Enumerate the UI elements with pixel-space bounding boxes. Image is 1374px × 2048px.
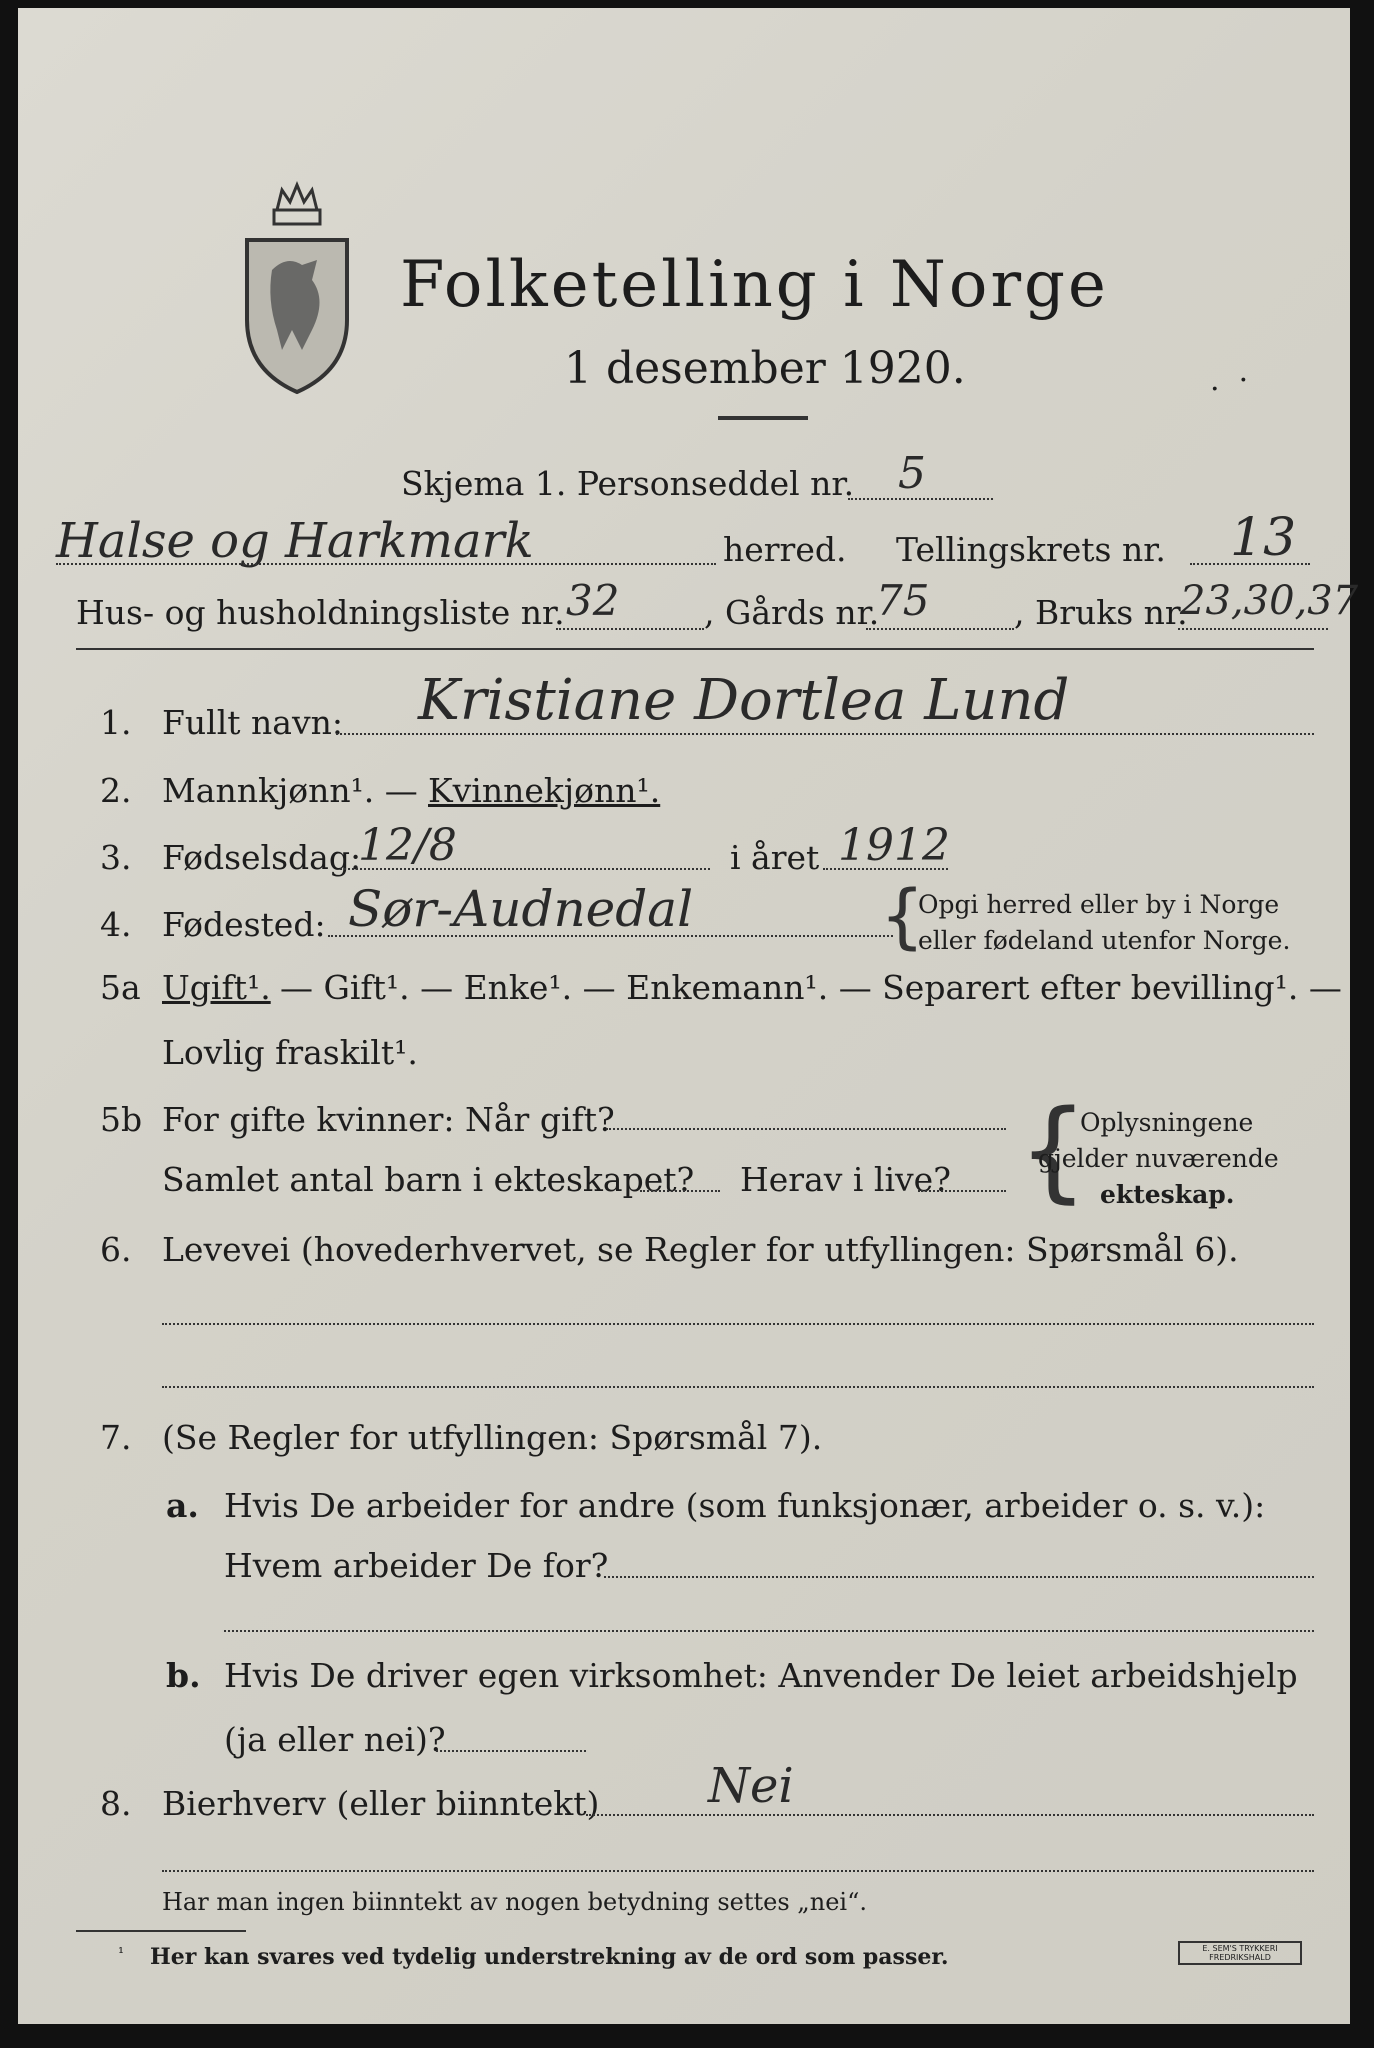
year-label: i året: [730, 838, 820, 877]
personseddel-value[interactable]: 5: [898, 448, 926, 499]
birthplace-label: Fødested:: [162, 905, 326, 944]
q6-number: 6.: [100, 1230, 132, 1269]
gards-label: , Gårds nr.: [704, 593, 880, 632]
q4-number: 4.: [100, 905, 132, 944]
full-name-value[interactable]: Kristiane Dortlea Lund: [418, 668, 1070, 733]
q3-number: 3.: [100, 838, 132, 877]
birthday-value[interactable]: 12/8: [358, 820, 457, 871]
q7b-text: Hvis De driver egen virksomhet: Anvender De leiet arbeidshjelp: [224, 1656, 1298, 1695]
side-income-label: Bierhverv (eller biinntekt): [162, 1784, 600, 1823]
hus-value[interactable]: 32: [566, 576, 620, 625]
occupation-line-1[interactable]: [162, 1323, 1314, 1325]
full-name-label: Fullt navn:: [162, 703, 343, 742]
q7-number: 7.: [100, 1418, 132, 1457]
hired-help-line[interactable]: [436, 1750, 586, 1752]
mannkjonn-option[interactable]: Mannkjønn¹. —: [162, 771, 418, 810]
marriage-note-1: Oplysningene: [1080, 1108, 1254, 1137]
year-value[interactable]: 1912: [838, 820, 950, 871]
bruks-label: , Bruks nr.: [1014, 593, 1188, 632]
ugift-option[interactable]: Ugift¹.: [162, 968, 271, 1007]
marriage-note-2: gjelder nuværende: [1038, 1144, 1279, 1173]
employer-line[interactable]: [604, 1576, 1314, 1578]
q8-number: 8.: [100, 1784, 132, 1823]
fraskilt-option[interactable]: Lovlig fraskilt¹.: [162, 1033, 418, 1072]
coat-of-arms-icon: [232, 180, 362, 400]
hired-help-label: (ja eller nei)?: [224, 1720, 446, 1759]
q1-number: 1.: [100, 703, 132, 742]
occupation-line-2[interactable]: [162, 1386, 1314, 1388]
q7a-text: Hvis De arbeider for andre (som funksjonær, arbeider o. s. v.):: [224, 1486, 1266, 1525]
footnote-text: Her kan svares ved tydelig understrekning av de ord som passer.: [150, 1944, 949, 1970]
married-when-label: For gifte kvinner: Når gift?: [162, 1100, 615, 1139]
census-date: 1 desember 1920.: [564, 343, 966, 394]
q5a-number: 5a: [100, 968, 141, 1007]
occupation-label: Levevei (hovederhvervet, se Regler for utfyllingen: Spørsmål 6).: [162, 1230, 1239, 1269]
census-form: Folketelling i Norge 1 desember 1920. . · Skjema 1. Personseddel nr. 5 Halse og Harkmark herred. Tellingskrets nr. 13 Hus- og husholdningsliste nr. 32 , Gårds nr. 75 , Bruks nr. 23,30,37 1. Fullt navn: Kristiane Dortlea Lund 2. Mannkjønn¹. — Kvinnekjønn¹. 3. Fødselsdag: 12/8 i året 1912 4. Fødested: Sør-Audnedal { Opgi herred eller by i Norge eller fødeland utenfor Norge. 5a Ugift¹. — Gift¹. — Enke¹. — Enkemann¹. — Separert efter bevilling¹. — Lovlig fraskilt¹. 5b For gifte kvinner: Når gift? Samlet antal barn i ekteskapet? Herav i live? { Oplysningene gjelder nuværende ekteskap. 6. Levevei (hovederhvervet, se Regler for utfyllingen: Spørsmål 6). 7. (Se Regler for utfyllingen: Spørsmål 7). a. Hvis De arbeider for andre (som funksjonær, arbeider o. s. v.): Hvem arbeider De for? b. Hvis De driver egen virksomhet: Anvender De leiet arbeidshjelp (ja eller nei)? 8. Bierhverv (eller biinntekt) Nei Har man ingen biinntekt av nogen betydning settes „nei“. ¹ Her kan svares ved tydelig understrekning av de ord som passer. E. SEM'S TRYKKERI FREDRIKSHALD: [18, 8, 1350, 2024]
birthplace-value[interactable]: Sør-Audnedal: [348, 880, 694, 938]
birthday-label: Fødselsdag:: [162, 838, 362, 877]
q7b-letter: b.: [166, 1656, 201, 1695]
schema-label: Skjema 1.: [401, 464, 567, 503]
birthplace-note-1: Opgi herred eller by i Norge: [918, 890, 1280, 919]
q2-number: 2.: [100, 771, 132, 810]
footnote-mark: ¹: [118, 1944, 125, 1962]
nei-note: Har man ingen biinntekt av nogen betydning settes „nei“.: [162, 1888, 867, 1916]
printer-stamp: E. SEM'S TRYKKERI FREDRIKSHALD: [1178, 1941, 1302, 1965]
birthplace-note-2: eller fødeland utenfor Norge.: [918, 926, 1291, 955]
marital-options[interactable]: — Gift¹. — Enke¹. — Enkemann¹. — Separert efter bevilling¹. —: [280, 968, 1342, 1007]
q5b-number: 5b: [100, 1100, 143, 1139]
q7a-letter: a.: [166, 1486, 199, 1525]
alive-label: Herav i live?: [740, 1160, 951, 1199]
employer-label: Hvem arbeider De for?: [224, 1546, 609, 1585]
hus-label: Hus- og husholdningsliste nr.: [76, 593, 565, 632]
title-divider: [718, 416, 808, 420]
tellingskrets-label: Tellingskrets nr.: [896, 530, 1166, 569]
children-label: Samlet antal barn i ekteskapet?: [162, 1160, 695, 1199]
tellingskrets-value[interactable]: 13: [1230, 508, 1297, 568]
kvinnekjonn-option[interactable]: Kvinnekjønn¹.: [428, 771, 661, 810]
form-title: Folketelling i Norge: [400, 248, 1109, 322]
herred-value[interactable]: Halse og Harkmark: [56, 513, 534, 569]
side-income-value[interactable]: Nei: [708, 1758, 794, 1814]
bruks-value[interactable]: 23,30,37: [1180, 578, 1359, 624]
marriage-note-3: ekteskap.: [1100, 1180, 1235, 1209]
personseddel-label: Personseddel nr.: [576, 464, 855, 503]
gards-value[interactable]: 75: [876, 576, 930, 625]
q7-label: (Se Regler for utfyllingen: Spørsmål 7).: [162, 1418, 823, 1457]
herred-label: herred.: [723, 530, 847, 569]
